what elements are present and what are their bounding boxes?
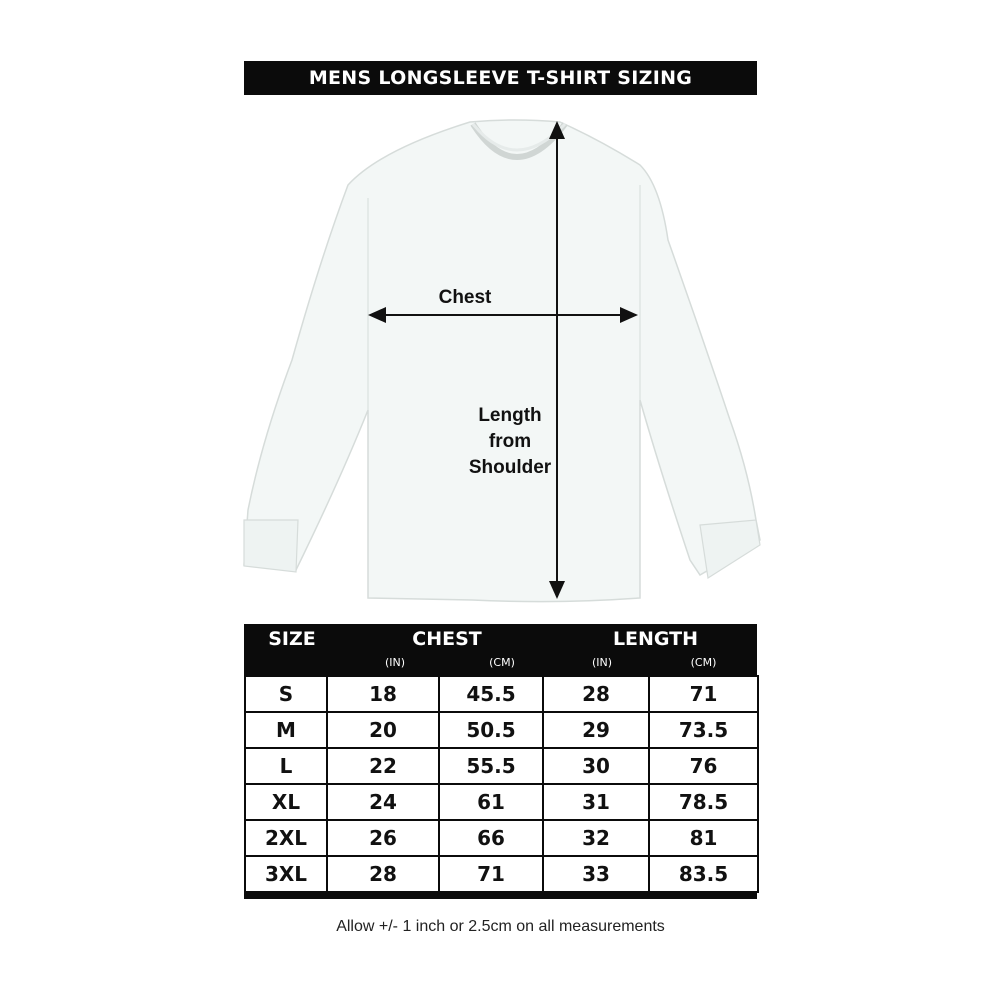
- cell-length-in: 29: [543, 712, 649, 748]
- cell-length-cm: 71: [649, 676, 758, 712]
- cell-chest-cm: 55.5: [439, 748, 543, 784]
- cell-length-cm: 73.5: [649, 712, 758, 748]
- length-label-line-1: Length: [478, 405, 542, 426]
- cell-size: 2XL: [245, 820, 327, 856]
- cell-chest-in: 22: [327, 748, 439, 784]
- cell-length-cm: 81: [649, 820, 758, 856]
- subheader-chest-cm: (CM): [489, 656, 515, 669]
- cell-size: XL: [245, 784, 327, 820]
- cell-length-cm: 78.5: [649, 784, 758, 820]
- size-table: [244, 624, 757, 899]
- cell-length-cm: 83.5: [649, 856, 758, 892]
- length-label-line-2: from: [488, 431, 532, 452]
- cell-chest-in: 26: [327, 820, 439, 856]
- cell-size: M: [245, 712, 327, 748]
- table-row: [245, 820, 758, 856]
- cell-size: L: [245, 748, 327, 784]
- subheader-length-in: (IN): [591, 656, 613, 669]
- measurement-note: Allow +/- 1 inch or 2.5cm on all measurements: [336, 918, 665, 935]
- table-row: [245, 676, 758, 712]
- left-cuff: [244, 520, 298, 572]
- length-label: [455, 403, 565, 481]
- table-row: [245, 784, 758, 820]
- header-size: SIZE: [268, 628, 316, 650]
- chest-label: Chest: [438, 287, 492, 308]
- cell-length-cm: 76: [649, 748, 758, 784]
- subheader-length-cm: (CM): [690, 656, 717, 669]
- cell-chest-cm: 50.5: [439, 712, 543, 748]
- cell-chest-cm: 71: [439, 856, 543, 892]
- table-row: [245, 712, 758, 748]
- cell-length-in: 31: [543, 784, 649, 820]
- cell-chest-cm: 61: [439, 784, 543, 820]
- cell-chest-in: 18: [327, 676, 439, 712]
- header-length: LENGTH: [612, 628, 699, 650]
- table-header: [244, 624, 757, 675]
- page-title: MENS LONGSLEEVE T-SHIRT SIZING: [244, 61, 757, 95]
- table-footer-bar: [244, 891, 757, 899]
- table-row: [245, 856, 758, 892]
- cell-chest-cm: 45.5: [439, 676, 543, 712]
- cell-chest-in: 28: [327, 856, 439, 892]
- header-chest: CHEST: [412, 628, 482, 650]
- right-cuff: [700, 520, 760, 578]
- cell-length-in: 33: [543, 856, 649, 892]
- subheader-chest-in: (IN): [384, 656, 406, 669]
- length-label-line-3: Shoulder: [468, 457, 552, 478]
- cell-length-in: 30: [543, 748, 649, 784]
- cell-length-in: 28: [543, 676, 649, 712]
- cell-chest-cm: 66: [439, 820, 543, 856]
- cell-size: S: [245, 676, 327, 712]
- shirt-body: [244, 120, 760, 602]
- cell-length-in: 32: [543, 820, 649, 856]
- table-row: [245, 748, 758, 784]
- cell-chest-in: 20: [327, 712, 439, 748]
- cell-chest-in: 24: [327, 784, 439, 820]
- cell-size: 3XL: [245, 856, 327, 892]
- size-table-body: [244, 675, 759, 893]
